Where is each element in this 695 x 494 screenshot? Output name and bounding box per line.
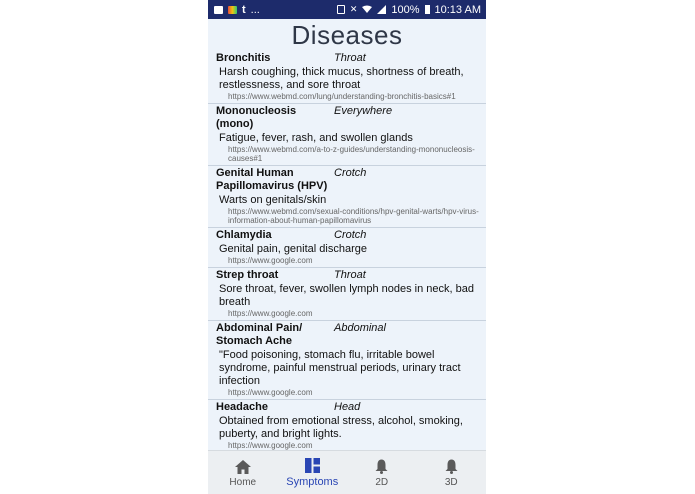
source-link[interactable]: https://www.google.com — [228, 388, 313, 397]
colorful-app-icon — [228, 6, 237, 14]
disease-category: Crotch — [334, 229, 367, 241]
disease-description: Obtained from emotional stress, alcohol, smoking, puberty, and bright lights. — [219, 415, 463, 440]
phone-screen — [208, 0, 486, 494]
item-header — [216, 268, 480, 282]
symptoms-grid-icon — [305, 457, 320, 473]
disease-name: Genital Human Papillomavirus (HPV) — [216, 167, 328, 192]
nav-2d[interactable] — [347, 451, 417, 494]
disease-description: Warts on genitals/skin — [219, 194, 327, 206]
nav-label: 2D — [375, 476, 389, 488]
list-item[interactable] — [208, 268, 486, 321]
nav-label: 3D — [444, 476, 458, 488]
source-link[interactable]: https://www.webmd.com/sexual-conditions/hpv-genital-warts/hpv-virus-information-about-human-papillomavirus — [228, 207, 479, 225]
nfc-icon — [337, 5, 345, 14]
disease-category: Crotch — [334, 167, 367, 179]
disease-name: Headache — [216, 401, 268, 413]
item-header — [216, 400, 480, 414]
disease-description: Genital pain, genital discharge — [219, 243, 367, 255]
list-item[interactable] — [208, 321, 486, 400]
nav-label: Home — [229, 476, 257, 488]
disease-category: Throat — [334, 52, 366, 64]
nav-symptoms[interactable] — [278, 451, 348, 494]
item-header — [216, 166, 480, 193]
disease-name: Strep throat — [216, 269, 279, 281]
disease-category: Abdominal — [334, 322, 386, 334]
disease-category: Throat — [334, 269, 366, 281]
list-item[interactable] — [208, 104, 486, 166]
wifi-icon — [362, 5, 372, 14]
source-link[interactable]: https://www.webmd.com/lung/understanding-bronchitis-basics#1 — [228, 92, 456, 101]
page-title: Diseases — [291, 19, 403, 50]
item-header — [216, 104, 480, 131]
image-icon — [214, 6, 223, 14]
disease-description: Sore throat, fever, swollen lymph nodes in neck, bad breath — [219, 283, 474, 308]
disease-name: Abdominal Pain/ Stomach Ache — [216, 322, 303, 347]
item-header — [216, 321, 480, 348]
disease-description: "Food poisoning, stomach flu, irritable bowel syndrome, painful menstrual periods, urinary tract infection — [219, 349, 461, 387]
home-icon — [235, 458, 251, 474]
status-left — [214, 4, 260, 16]
disease-list[interactable] — [208, 51, 486, 451]
tumblr-icon: t — [242, 3, 246, 16]
disease-category: Everywhere — [334, 105, 393, 117]
disease-name: Bronchitis — [216, 52, 271, 64]
disease-category: Head — [334, 401, 361, 413]
mute-icon: ✕ — [349, 4, 358, 14]
source-link[interactable]: https://www.google.com — [228, 309, 313, 318]
clock: 10:13 AM — [434, 3, 481, 16]
source-link[interactable]: https://www.webmd.com/a-to-z-guides/understanding-mononucleosis-causes#1 — [228, 145, 475, 163]
bell-icon — [445, 458, 458, 474]
item-header — [216, 51, 480, 65]
battery-percent: 100% — [391, 3, 420, 16]
list-item[interactable] — [208, 166, 486, 228]
disease-description: Harsh coughing, thick mucus, shortness of breath, restlessness, and sore throat — [219, 66, 464, 91]
status-bar — [208, 0, 486, 19]
source-link[interactable]: https://www.google.com — [228, 441, 313, 450]
source-link[interactable]: https://www.google.com — [228, 256, 313, 265]
bell-icon — [375, 458, 388, 474]
signal-icon — [377, 5, 386, 14]
bottom-nav — [208, 450, 486, 494]
list-item[interactable] — [208, 51, 486, 104]
status-right — [337, 4, 481, 16]
disease-name: Chlamydia — [216, 229, 272, 241]
list-item[interactable] — [208, 228, 486, 268]
item-header — [216, 228, 480, 242]
disease-name: Mononucleosis (mono) — [216, 105, 297, 130]
nav-home[interactable] — [208, 451, 278, 494]
battery-icon — [425, 5, 430, 14]
list-item[interactable] — [208, 400, 486, 451]
nav-label: Symptoms — [286, 476, 339, 488]
disease-description: Fatigue, fever, rash, and swollen glands — [219, 132, 413, 144]
more-dots: ... — [250, 3, 260, 16]
nav-3d[interactable] — [417, 451, 487, 494]
